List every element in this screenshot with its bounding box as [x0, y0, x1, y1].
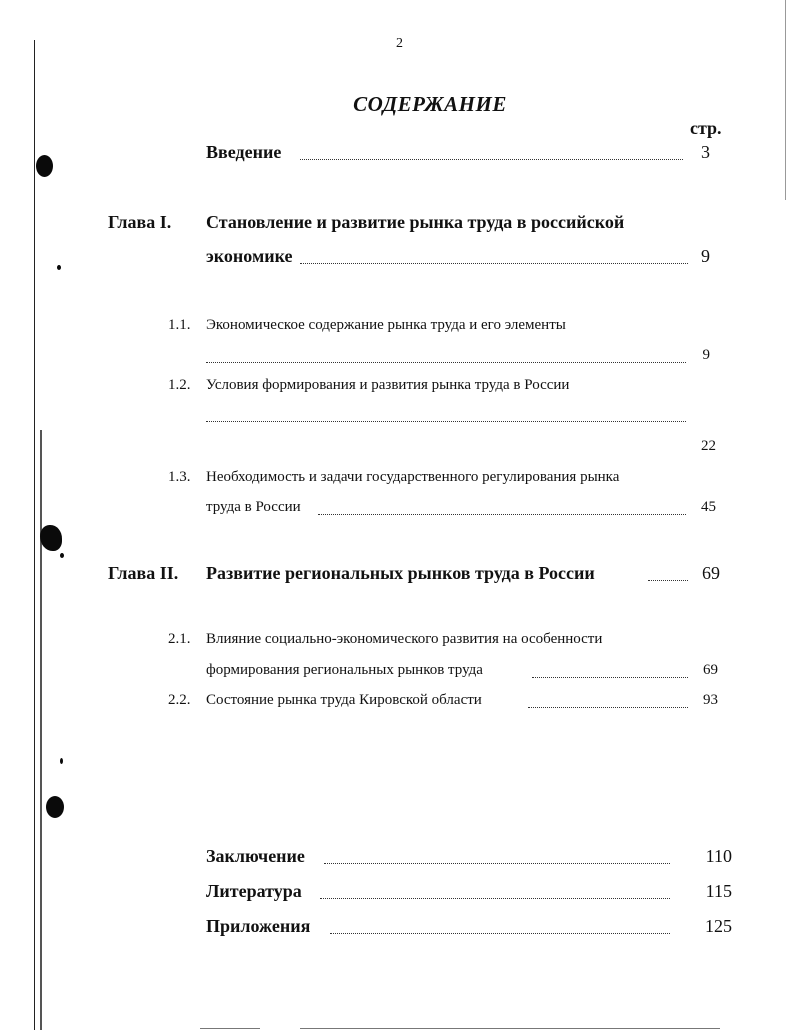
- scan-bottom-line: [300, 1028, 720, 1029]
- toc-section-title[interactable]: Состояние рынка труда Кировской области: [206, 692, 482, 708]
- toc-section-title-cont[interactable]: труда в России: [206, 499, 301, 515]
- speck-mark: [60, 758, 63, 764]
- leader-dots: [320, 898, 670, 899]
- toc-intro-label[interactable]: Введение: [206, 142, 282, 162]
- speck-mark: [57, 265, 61, 270]
- leader-dots: [532, 677, 688, 678]
- speck-mark: [60, 553, 64, 558]
- toc-chapter1-title[interactable]: Становление и развитие рынка труда в российской: [206, 212, 625, 232]
- toc-section-number: 1.3.: [168, 469, 191, 485]
- page-number: 2: [396, 36, 403, 51]
- toc-section-page: 22: [701, 438, 716, 454]
- toc-section-number: 1.2.: [168, 377, 191, 393]
- toc-chapter1-page: 9: [701, 246, 710, 266]
- toc-chapter1-title-cont[interactable]: экономике: [206, 246, 293, 266]
- toc-conclusion-page: 110: [705, 846, 732, 866]
- toc-section-page: 93: [703, 692, 718, 708]
- punch-hole-mark: [46, 796, 64, 818]
- toc-section-title[interactable]: Условия формирования и развития рынка труда в России: [206, 377, 570, 393]
- leader-dots: [324, 863, 670, 864]
- punch-hole-mark: [40, 525, 62, 551]
- toc-literature-page: 115: [705, 881, 732, 901]
- toc-section-page: 9: [702, 347, 710, 363]
- toc-literature-label[interactable]: Литература: [206, 881, 302, 901]
- page-title: СОДЕРЖАНИЕ: [353, 92, 507, 116]
- scan-bottom-line: [200, 1028, 260, 1029]
- leader-dots: [300, 263, 688, 264]
- leader-dots: [206, 421, 686, 422]
- page-column-label: стр.: [690, 118, 722, 138]
- toc-section-title[interactable]: Влияние социально-экономического развития на особенности: [206, 631, 603, 647]
- leader-dots: [330, 933, 670, 934]
- leader-dots: [648, 580, 688, 581]
- toc-appendices-label[interactable]: Приложения: [206, 916, 311, 936]
- toc-chapter2-page: 69: [702, 563, 720, 583]
- leader-dots: [528, 707, 688, 708]
- toc-intro-page: 3: [701, 142, 710, 162]
- leader-dots: [300, 159, 683, 160]
- scan-edge-line: [34, 40, 35, 1030]
- toc-section-title-cont[interactable]: формирования региональных рынков труда: [206, 662, 483, 678]
- toc-appendices-page: 125: [705, 916, 732, 936]
- punch-hole-mark: [36, 155, 53, 177]
- toc-chapter2-title[interactable]: Развитие региональных рынков труда в России: [206, 563, 595, 583]
- leader-dots: [318, 514, 686, 515]
- toc-section-page: 45: [701, 499, 716, 515]
- toc-section-title[interactable]: Экономическое содержание рынка труда и его элементы: [206, 317, 566, 333]
- toc-conclusion-label[interactable]: Заключение: [206, 846, 305, 866]
- toc-section-number: 2.2.: [168, 692, 191, 708]
- scan-edge-line-2: [40, 430, 42, 1030]
- toc-section-number: 2.1.: [168, 631, 191, 647]
- toc-section-title[interactable]: Необходимость и задачи государственного регулирования рынка: [206, 469, 620, 485]
- toc-chapter2-label: Глава II.: [108, 563, 179, 583]
- leader-dots: [206, 362, 686, 363]
- toc-chapter1-label: Глава I.: [108, 212, 172, 232]
- toc-section-page: 69: [703, 662, 718, 678]
- toc-section-number: 1.1.: [168, 317, 191, 333]
